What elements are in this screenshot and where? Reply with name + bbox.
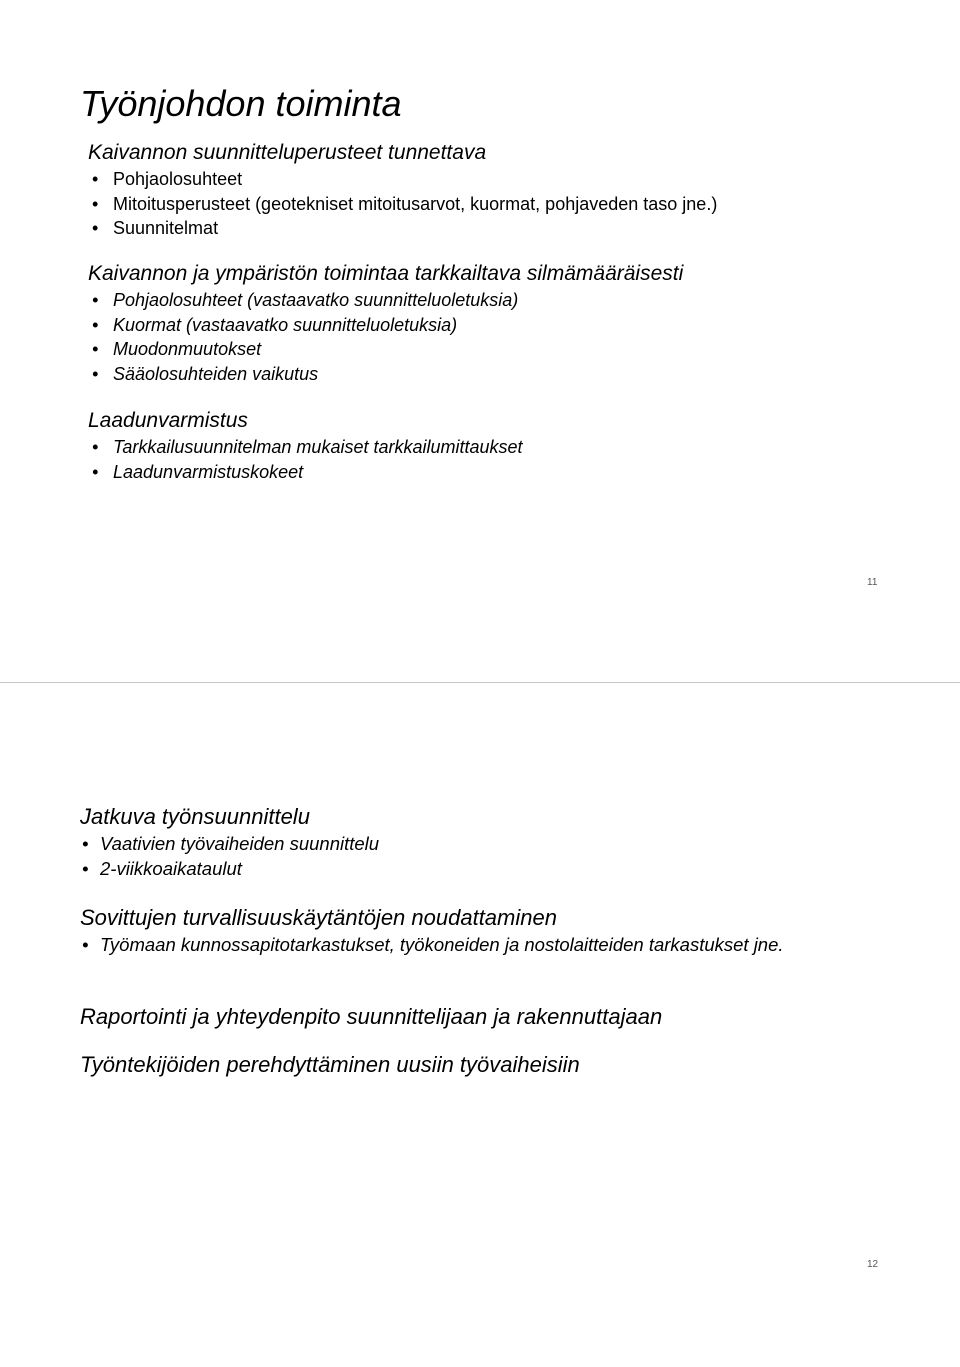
list-item: • 2-viikkoaikataulut [80,857,379,882]
list-item: • Tarkkailusuunnitelman mukaiset tarkkailumittaukset [88,435,523,460]
section-work-planning [80,802,379,881]
page-number: 12 [867,1259,879,1270]
list-item: • Suunnitelmat [88,216,717,241]
list-item: • Kuormat (vastaavatko suunnitteluoletuksia) [88,313,683,338]
section-heading: Kaivannon suunnitteluperusteet tunnettava [88,141,487,164]
list-item: • Pohjaolosuhteet (vastaavatko suunnitteluoletuksia) [88,288,683,313]
section-heading: Sovittujen turvallisuuskäytäntöjen noudattaminen [80,905,557,930]
section-reporting [80,1002,662,1032]
section-heading: Laadunvarmistus [88,409,248,432]
section-heading: Työntekijöiden perehdyttäminen uusiin työvaiheisiin [80,1052,580,1077]
slide-title: Työnjohdon toiminta [80,83,402,124]
section-safety-practices [80,903,860,958]
list-item: • Vaativien työvaiheiden suunnittelu [80,832,379,857]
section-design-basis [88,139,717,241]
list-item: • Mitoitusperusteet (geotekniset mitoitusarvot, kuormat, pohjaveden taso jne.) [88,192,717,217]
bullet-list [80,832,379,881]
section-induction [80,1050,580,1080]
slide-11 [0,0,960,682]
section-quality-assurance [88,407,523,484]
list-item: • Pohjaolosuhteet [88,167,717,192]
slide-12 [0,684,960,1367]
section-heading: Kaivannon ja ympäristön toimintaa tarkkailtava silmämääräisesti [88,262,684,285]
page-divider [0,682,960,683]
list-item: • Laadunvarmistuskokeet [88,460,523,485]
bullet-list [88,167,717,241]
section-monitoring [88,260,683,386]
list-item: • Sääolosuhteiden vaikutus [88,362,683,387]
bullet-list [88,288,683,386]
bullet-list [80,933,860,958]
section-heading: Raportointi ja yhteydenpito suunnittelijaan ja rakennuttajaan [80,1004,663,1029]
section-heading: Jatkuva työnsuunnittelu [80,804,310,829]
bullet-list [88,435,523,484]
list-item: • Työmaan kunnossapitotarkastukset, työkoneiden ja nostolaitteiden tarkastukset jne. [80,933,860,958]
list-item: • Muodonmuutokset [88,337,683,362]
page-number: 11 [867,577,878,588]
